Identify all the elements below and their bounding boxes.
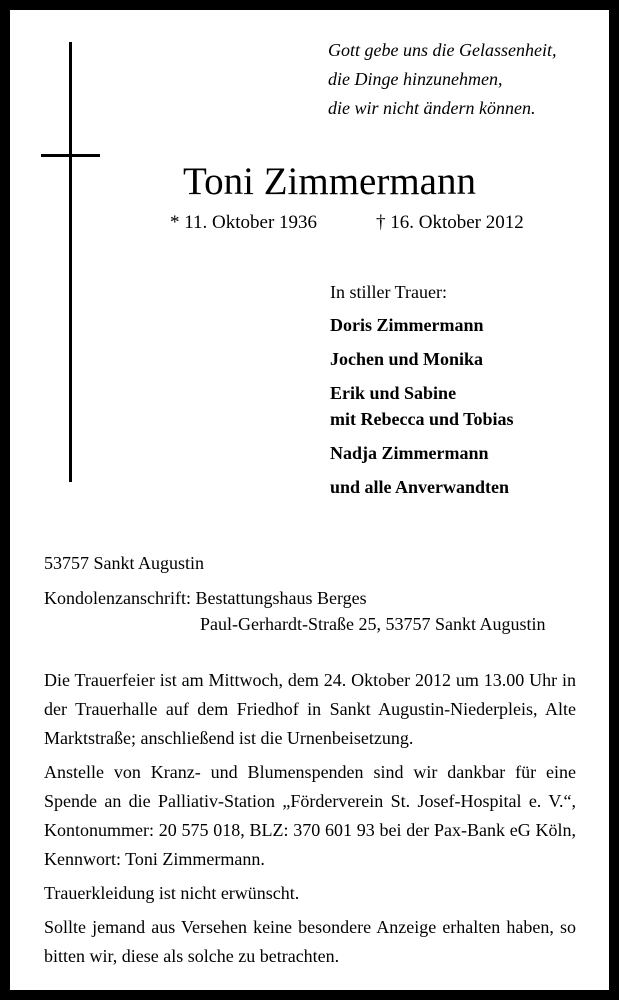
motto: [328, 36, 556, 123]
motto-line: die wir nicht ändern können.: [328, 98, 536, 118]
funeral-paragraph: Die Trauerfeier ist am Mittwoch, dem 24. Oktober 2012 um 13.00 Uhr in der Trauerhalle auf dem Friedhof in Sankt Augustin-Niederpleis, Alte Marktstraße; anschließend ist die Urnenbeisetzung.: [44, 670, 576, 748]
mourner-line: mit Rebecca und Tobias: [330, 409, 514, 429]
deceased-name: Toni Zimmermann: [183, 160, 476, 203]
mourner-line: und alle Anverwandten: [330, 477, 510, 497]
birth-date: * 11. Oktober 1936: [170, 212, 318, 233]
dress-paragraph: Trauerkleidung ist nicht erwünscht.: [44, 883, 300, 903]
condolence-address-line1: Kondolenzanschrift: Bestattungshaus Berges: [44, 588, 367, 608]
mourner-group: [330, 312, 514, 338]
cross-vertical-bar: [69, 42, 72, 482]
motto-line: Gott gebe uns die Gelassenheit,: [328, 40, 557, 60]
mourner-group: [330, 380, 514, 432]
mourner-group: [330, 346, 514, 372]
cross-horizontal-bar: [41, 154, 100, 157]
city-line: 53757 Sankt Augustin: [44, 553, 205, 573]
mourner-line: Jochen und Monika: [330, 349, 484, 369]
closing-paragraph: Sollte jemand aus Versehen keine besondere Anzeige erhalten haben, so bitten wir, diese als solche zu betrachten.: [44, 917, 576, 966]
notice-body: [44, 666, 576, 976]
death-date: † 16. Oktober 2012: [376, 212, 524, 233]
mourner-line: Doris Zimmermann: [330, 315, 484, 335]
mourner-line: Nadja Zimmermann: [330, 443, 489, 463]
donation-paragraph: Anstelle von Kranz- und Blumenspenden sind wir dankbar für eine Spende an die Palliativ-Station „Förderverein St. Josef-Hospital e. V.“, Kontonummer: 20 575 018, BLZ: 370 601 93 bei der Pax-Bank eG Köln, Kennwort: Toni Zimmermann.: [44, 762, 576, 869]
mourner-group: [330, 440, 514, 466]
condolence-address-line2: Paul-Gerhardt-Straße 25, 53757 Sankt Augustin: [200, 614, 546, 634]
motto-line: die Dinge hinzunehmen,: [328, 69, 503, 89]
mourner-line: Erik und Sabine: [330, 383, 457, 403]
mourners-intro: In stiller Trauer:: [330, 282, 447, 302]
mourners-list: [330, 280, 514, 508]
mourner-group: [330, 474, 514, 500]
